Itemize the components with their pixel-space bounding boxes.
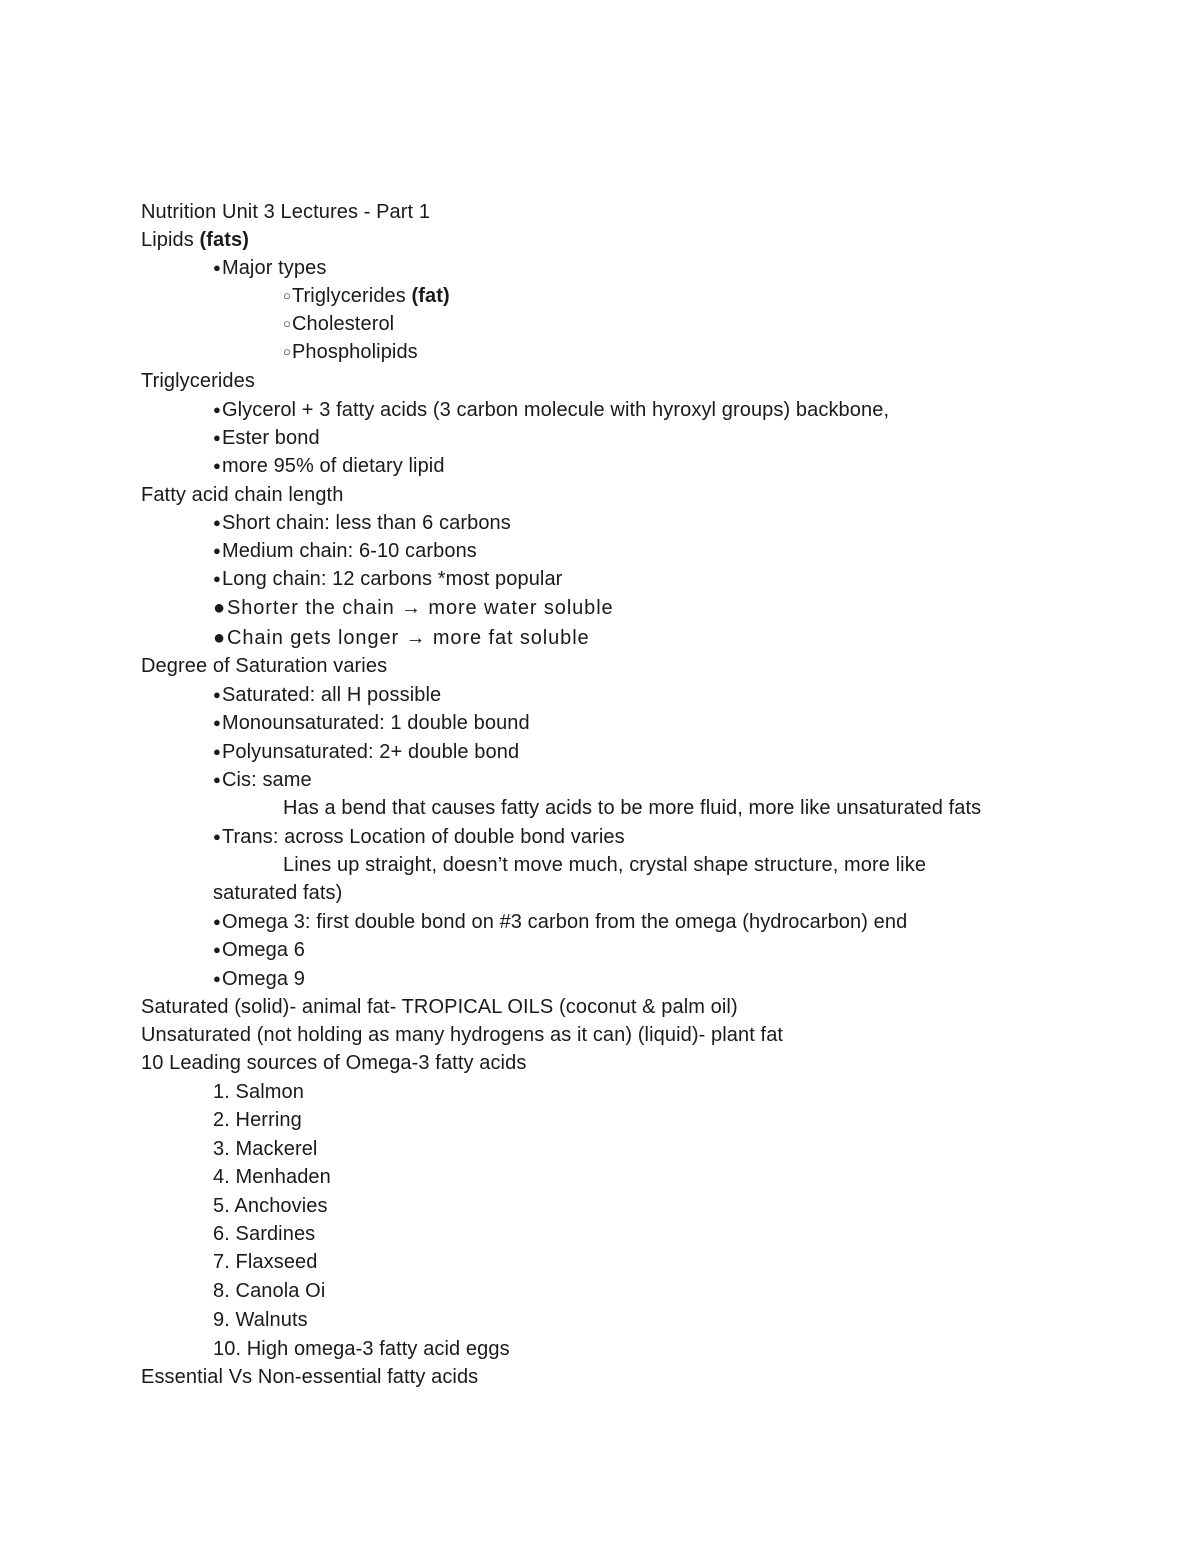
list-item: 1. Salmon xyxy=(213,1081,304,1103)
list-item xyxy=(213,452,445,480)
list-item-text: Saturated: all H possible xyxy=(221,684,442,706)
list-item-text: Polyunsaturated: 2+ double bond xyxy=(221,741,520,763)
list-item xyxy=(213,681,441,709)
lipids-heading-bold: (fats) xyxy=(199,229,250,251)
list-item xyxy=(213,565,562,593)
list-item xyxy=(213,624,590,652)
list-item: 10. High omega-3 fatty acid eggs xyxy=(213,1338,510,1360)
list-item xyxy=(213,254,326,282)
list-item: 2. Herring xyxy=(213,1109,302,1131)
list-item-text: Ester bond xyxy=(221,427,320,449)
bullet-icon: ● xyxy=(213,543,221,558)
unsaturated-line: Unsaturated (not holding as many hydrogens as it can) (liquid)- plant fat xyxy=(141,1024,784,1046)
list-item xyxy=(283,282,450,310)
bullet-icon: ● xyxy=(213,402,221,417)
bullet-icon: ● xyxy=(213,914,221,929)
list-item-text: more 95% of dietary lipid xyxy=(221,455,445,477)
list-item: 4. Menhaden xyxy=(213,1166,331,1188)
list-item-text: Cholesterol xyxy=(291,313,395,335)
list-item xyxy=(283,338,418,366)
saturated-line: Saturated (solid)- animal fat- TROPICAL OILS (coconut & palm oil) xyxy=(141,996,738,1018)
list-item: 8. Canola Oi xyxy=(213,1280,326,1302)
list-item xyxy=(213,936,305,964)
list-item xyxy=(213,396,889,424)
list-item: 7. Flaxseed xyxy=(213,1251,318,1273)
list-item-text: Shorter the chain → more water soluble xyxy=(226,597,614,619)
list-item-text: Major types xyxy=(221,257,327,279)
list-item xyxy=(213,738,519,766)
list-item xyxy=(213,537,477,565)
list-item-text: Phospholipids xyxy=(291,341,418,363)
list-item-text: Omega 3: first double bond on #3 carbon from the omega (hydrocarbon) end xyxy=(221,911,908,933)
list-item: 3. Mackerel xyxy=(213,1138,318,1160)
list-item-text: Long chain: 12 carbons *most popular xyxy=(221,568,563,590)
omega3-sources-heading: 10 Leading sources of Omega-3 fatty acids xyxy=(141,1052,527,1074)
list-item xyxy=(283,310,394,338)
list-item xyxy=(213,424,320,452)
bullet-icon: ● xyxy=(213,458,221,473)
circle-bullet-icon: ○ xyxy=(283,316,291,331)
list-item: 5. Anchovies xyxy=(213,1195,328,1217)
list-item xyxy=(213,823,625,851)
list-item xyxy=(213,509,511,537)
bullet-icon: ● xyxy=(213,260,221,275)
bullet-icon: ● xyxy=(213,571,221,586)
list-item-text: Glycerol + 3 fatty acids (3 carbon molecule with hyroxyl groups) backbone, xyxy=(221,399,890,421)
saturation-heading: Degree of Saturation varies xyxy=(141,655,388,677)
bullet-icon: ● xyxy=(213,829,221,844)
list-item-text: Triglycerides xyxy=(291,285,412,307)
list-item xyxy=(213,766,312,794)
list-item-text: Monounsaturated: 1 double bound xyxy=(221,712,530,734)
bullet-icon: ● xyxy=(213,627,226,649)
list-item-text: Chain gets longer → more fat soluble xyxy=(226,627,590,649)
list-item: 9. Walnuts xyxy=(213,1309,308,1331)
list-item-text: Cis: same xyxy=(221,769,312,791)
list-item xyxy=(213,594,614,622)
trans-note: Lines up straight, doesn’t move much, crystal shape structure, more like xyxy=(283,854,927,876)
bullet-icon: ● xyxy=(213,971,221,986)
list-item-text: Short chain: less than 6 carbons xyxy=(221,512,511,534)
chain-length-heading: Fatty acid chain length xyxy=(141,484,344,506)
list-item-bold: (fat) xyxy=(411,285,450,307)
list-item-text: Omega 9 xyxy=(221,968,305,990)
document-title: Nutrition Unit 3 Lectures - Part 1 xyxy=(141,201,431,223)
circle-bullet-icon: ○ xyxy=(283,344,291,359)
list-item-text: Trans: across Location of double bond varies xyxy=(221,826,625,848)
bullet-icon: ● xyxy=(213,597,226,619)
bullet-icon: ● xyxy=(213,430,221,445)
bullet-icon: ● xyxy=(213,715,221,730)
circle-bullet-icon: ○ xyxy=(283,288,291,303)
trans-note-continued: saturated fats) xyxy=(213,882,343,904)
bullet-icon: ● xyxy=(213,942,221,957)
bullet-icon: ● xyxy=(213,515,221,530)
list-item xyxy=(213,965,305,993)
triglycerides-heading: Triglycerides xyxy=(141,370,255,392)
bullet-icon: ● xyxy=(213,772,221,787)
cis-note: Has a bend that causes fatty acids to be more fluid, more like unsaturated fats xyxy=(283,797,982,819)
lipids-heading-text: Lipids xyxy=(141,229,200,251)
lipids-heading xyxy=(141,226,249,254)
essential-line: Essential Vs Non-essential fatty acids xyxy=(141,1366,479,1388)
bullet-icon: ● xyxy=(213,744,221,759)
list-item-text: Medium chain: 6-10 carbons xyxy=(221,540,477,562)
list-item xyxy=(213,709,530,737)
list-item xyxy=(213,908,907,936)
list-item: 6. Sardines xyxy=(213,1223,316,1245)
bullet-icon: ● xyxy=(213,687,221,702)
list-item-text: Omega 6 xyxy=(221,939,305,961)
